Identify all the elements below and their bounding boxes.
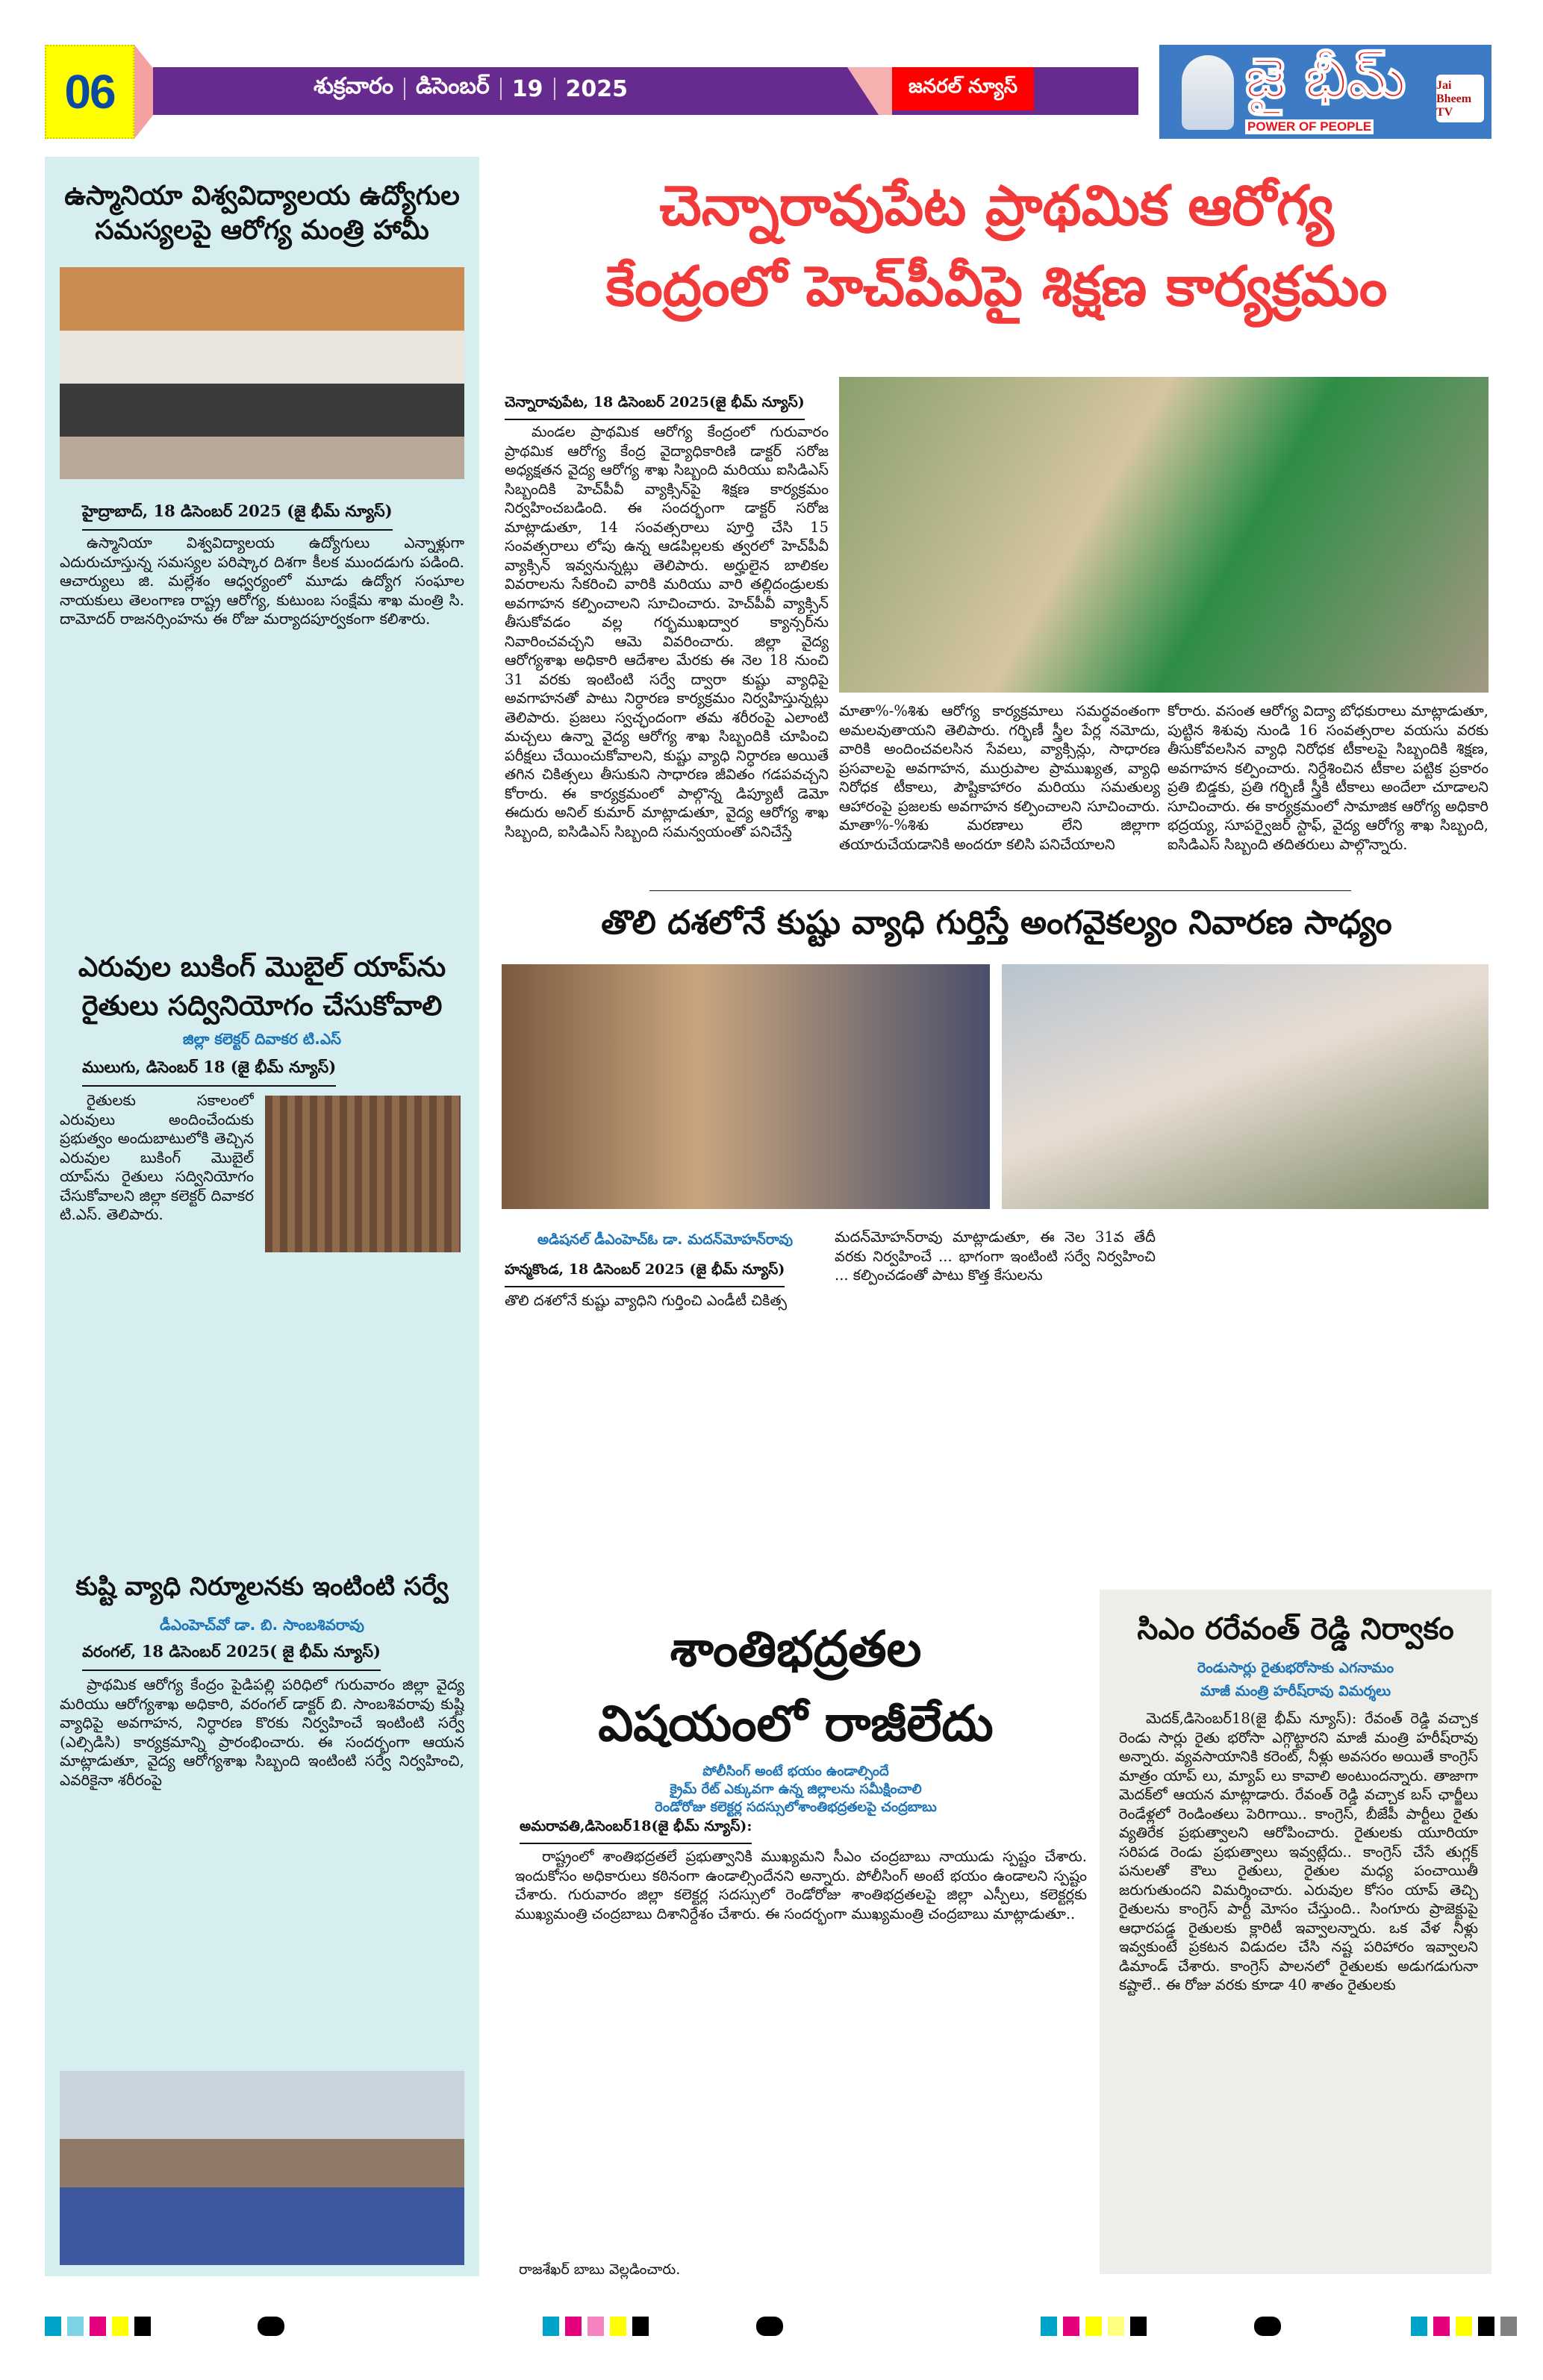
subhead: రెండుసార్లు రైతుభరోసాకు ఎగనామం xyxy=(1197,1660,1394,1676)
color-bar xyxy=(45,2317,151,2336)
issue-date xyxy=(314,73,628,104)
article-headline: ఎరువుల బుకింగ్ మొబైల్ యాప్‌ను రైతులు సద్వినియోగం చేసుకోవాలి xyxy=(78,951,446,1022)
issue-year: 2025 xyxy=(565,75,628,102)
article-headline: సిఎం రరేవంత్ రెడ్డి నిర్వాకం xyxy=(1137,1612,1454,1646)
article-body-continued: మాతా%-%శిశు ఆరోగ్య కార్యక్రమాలు సమర్థవంతంగా అమలవుతాయని తెలిపారు. గర్భిణీ స్త్రీల పేర్ల నమోదు, వారికి అందించవలసిన సేవలు, వ్యాక్సిన్లు, సాధారణ ప్రసవాలపై అవగాహన, ముర్రుపాల ప్రాముఖ్యత, వ్యాధి నిరోధక టీకాలు, పౌష్టికాహారం మరియు సమతుల్య ఆహారంపై ప్రజలకు అవగాహన కల్పించాలని సూచించారు. మాతా%-%శిశు మరణాలు లేని జిల్లాగా తయారుచేయడానికి అందరూ కలిసి పనిచేయాలని xyxy=(839,702,1160,853)
subheads xyxy=(505,1763,1087,1817)
divider xyxy=(649,890,1351,891)
article-body: రైతులకు సకాలంలో ఎరువులు అందించేందుకు ప్రభుత్వం అందుబాటులోకి తెచ్చిన ఎరువుల బుకింగ్ మొబైల్ యాప్‌ను రైతులు సద్వినియోగం చేసుకోవాలని జిల్లా కలెక్టర్ దివాకర టి.ఎస్. తెలిపారు. xyxy=(60,1091,254,1223)
article-body: మండల ప్రాథమిక ఆరోగ్య కేంద్రంలో గురువారం ప్రాథమిక ఆరోగ్య కేంద్ర వైద్యాధికారిణి డాక్టర్ సరోజ అధ్యక్షతన వైద్య ఆరోగ్య శాఖ సిబ్బంది మరియు ఐసిడిఎస్ సిబ్బందికి హెచ్‌పీవీ వ్యాక్సిన్‌పై శిక్షణ కార్యక్రమం నిర్వహించబడింది. ఈ సందర్భంగా డాక్టర్ సరోజ మాట్లాడుతూ, 14 సంవత్సరాలు పూర్తి చేసి 15 సంవత్సరాలు లోపు ఉన్న ఆడపిల్లలకు త్వరలో హెచ్‌పీవీ వ్యాక్సిన్ ఇవ్వనున్నట్లు తెలిపారు. అర్హులైన బాలికల వివరాలను సేకరించి వారికి మరియు వారి తల్లిదండ్రులకు అవగాహన కల్పించాలని సూచించారు. హెచ్‌పీవీ వ్యాక్సిన్ తీసుకోవడం వల్ల గర్భముఖద్వార క్యాన్సర్‌ను నివారించవచ్చని ఆమె వివరించారు. జిల్లా వైద్య ఆరోగ్యశాఖ అధికారి ఆదేశాల మేరకు ఈ నెల 18 నుంచి 31 వరకు ఇంటింటి సర్వే ద్వారా కుష్టు వ్యాధిపై అవగాహనతో పాటు నిర్ధారణ కార్యక్రమం నిర్వహిస్తున్నట్లు తెలిపారు. ప్రజలు స్వచ్ఛందంగా తమ శరీరంపై ఎలాంటి మచ్చలు ఉన్నా వైద్య ఆరోగ్య శాఖ సిబ్బందికి చూపించి పరీక్షలు చేయించుకోవాలని, కుష్టు వ్యాధి నిర్ధారణ అయితే తగిన చికిత్సలు తీసుకుని సాధారణ జీవితం గడపవచ్చని కోరారు. ఈ కార్యక్రమంలో పాల్గొన్న డిప్యూటీ డెమో ఈదురు అనిల్ కుమార్ మాట్లాడుతూ, వైద్య ఆరోగ్య శాఖ సిబ్బంది, ఐసిడిఎస్ సిబ్బంది సమన్వయంతో పనిచేస్తే xyxy=(505,423,829,840)
color-bar xyxy=(1041,2317,1147,2336)
article-body-continued: మదన్‌మోహన్‌రావు మాట్లాడుతూ, ఈ నెల 31వ తేదీ వరకు నిర్వహించే ... భాగంగా ఇంటింటి సర్వే నిర్వహించి ... కల్పించడంతో పాటు కొత్త కేసులను xyxy=(835,1228,1156,1284)
collector-photo xyxy=(265,1096,461,1252)
article-body: రాష్ట్రంలో శాంతిభద్రతలే ప్రభుత్వానికి ముఖ్యమని సీఎం చంద్రబాబు నాయుడు స్పష్టం చేశారు. ఇందుకోసం అధికారులు కఠినంగా ఉండాల్సిందేనని అన్నారు. పోలీసింగ్ అంటే భయం ఉండాలని స్పష్టం చేశారు. గురువారం జిల్లా కలెక్టర్ల సదస్సులో రెండోరోజు శాంతిభద్రతలపై జిల్లా ఎస్పీలు, కలెక్టర్లకు ముఖ్యమంత్రి చంద్రబాబు దిశానిర్దేశం చేశారు. ఈ సందర్భంగా ముఖ్యమంత్రి చంద్రబాబు మాట్లాడుతూ.. xyxy=(515,1848,1087,1923)
subhead: క్రైమ్ రేట్ ఎక్కువగా ఉన్న జిల్లాలను సమీక్షించాలి xyxy=(670,1781,922,1797)
page-number: 06 xyxy=(45,45,134,139)
dateline: ములుగు, డిసెంబర్ 18 (జై భీమ్ న్యూస్) xyxy=(82,1058,336,1087)
color-bar xyxy=(543,2317,649,2336)
article-headline: తొలి దశలోనే కుష్టు వ్యాధి గుర్తిస్తే అంగవైకల్యం నివారణ సాధ్యం xyxy=(601,904,1392,942)
registration-mark xyxy=(756,2317,783,2336)
article-body: ఉస్మానియా విశ్వవిద్యాలయ ఉద్యోగులు ఎన్నాళ్లుగా ఎదురుచూస్తున్న సమస్యల పరిష్కార దిశగా కీలక ముందడుగు పడింది. ఆచార్యులు జి. మల్లేశం ఆధ్వర్యంలో మూడు ఉద్యోగ సంఘాల నాయకులు తెలంగాణ రాష్ట్ర ఆరోగ్య, కుటుంబ సంక్షేమ శాఖ మంత్రి సి. దామోదర్ రాజనర్సింహను ఈ రోజు మర్యాదపూర్వకంగా కలిశారు. xyxy=(60,534,464,628)
rally-photo xyxy=(502,964,990,1209)
color-bar xyxy=(1411,2317,1517,2336)
subhead: రెండోరోజు కలెక్టర్ల సదస్సులోశాంతిభద్రతలపై చంద్రబాబు xyxy=(655,1799,937,1815)
training-photo xyxy=(839,377,1489,693)
article-body: మెదక్,డిసెంబర్18(జై భీమ్ న్యూస్): రేవంత్ రెడ్డి వచ్చాక రెండు సార్లు రైతు భరోసా ఎగ్గొట్టారని మాజీ మంత్రి హరీష్‌రావు అన్నారు. వ్యవసాయానికి కరెంట్, నీళ్లు అవసరం అయితే కాంగ్రెస్ మాత్రం యాప్ లు, మ్యాప్ లు కావాలి అంటుందన్నారు. తాజాగా మెదక్‌లో ఆయన మాట్లాడారు. రేవంత్ రెడ్డి వచ్చాక బస్ ఛార్జీలు రెండేళ్లలో రెండింతలు పెరిగాయి.. కాంగ్రెస్, బీజేపీ పార్టీలు రైతు వ్యతిరేక ప్రభుత్వాలని ఆరోపించారు. రైతులకు యూరియా సరిపడ రెండు ప్రభుత్వాలు ఇవ్వట్లేదు.. కాంగ్రెస్ చేసే తుగ్లక్ పనులతో కౌలు రైతులు, రైతుల మధ్య పంచాయితీ జరుగుతుందని విమర్శించారు. ఎరువుల కోసం యాప్ తెచ్చి రైతులను కాంగ్రెస్ పార్టీ మోసం చేస్తుంది.. సింగూరు ప్రాజెక్టుపై ఆధారపడ్డ రైతులకు క్లారిటీ ఇవ్వాలన్నారు. ఒక వేళ నీళ్లు ఇవ్వకుంటే ప్రకటన విడుదల చేసి నష్ట పరిహారం ఇవ్వాలని డిమాండ్ చేశారు. కాంగ్రెస్ పాలనలో రైతులకు అడుగడుగునా కష్టాలే.. ఈ రోజు వరకు కూడా 40 శాతం రైతులకు xyxy=(1119,1710,1478,1993)
main-headline-line1: చెన్నారావుపేట ప్రాథమిక ఆరోగ్య xyxy=(659,174,1334,238)
main-headline-line2: కేంద్రంలో హెచ్‌పీవీపై శిక్షణ కార్యక్రమం xyxy=(605,254,1388,319)
tv-logo: Jai Bheem TV xyxy=(1436,75,1484,122)
masthead-logo xyxy=(1159,45,1491,139)
left-column xyxy=(45,157,479,2276)
registration-mark xyxy=(1254,2317,1281,2336)
subhead: మాజీ మంత్రి హరీష్‌రావు విమర్శలు xyxy=(1200,1683,1391,1699)
meeting-photo xyxy=(1002,964,1489,1209)
logo-title: జై భీమ్ xyxy=(1245,46,1406,110)
logo-tagline: POWER OF PEOPLE xyxy=(1245,119,1374,134)
photo-caption: అడిషనల్ డీఎంహెచ్ఓ డా. మదన్‌మోహన్‌రావు xyxy=(537,1231,794,1248)
article-body: తొలి దశలోనే కుష్టు వ్యాధిని గుర్తించి ఎండీటీ చికిత్స xyxy=(505,1292,788,1309)
section-label: జనరల్ న్యూస్ xyxy=(892,67,1034,110)
article-closing: రాజశేఖర్ బాబు వెల్లడించారు. xyxy=(519,2261,681,2278)
article-subhead: డీఎంహెచ్‌వో డా. బి. సాంబశివరావు xyxy=(160,1616,364,1634)
survey-photo xyxy=(60,2071,464,2265)
article-body: ప్రాథమిక ఆరోగ్య కేంద్రం పైడిపల్లి పరిధిలో గురువారం జిల్లా వైద్య మరియు ఆరోగ్యశాఖ అధికారి, వరంగల్ డాక్టర్ బి. సాంబశివరావు కుష్టి వ్యాధిపై అవగాహన, నిర్ధారణ కొరకు నిర్వహించే ఇంటింటి సర్వే (ఎల్సిడిసి) కార్యక్రమాన్ని ప్రారంభించారు. ఈ సందర్భంగా ఆయన మాట్లాడుతూ, వైద్య ఆరోగ్యశాఖ సిబ్బంది ఇంటింటి సర్వే నిర్వహించి, ఎవరికైనా శరీరంపై xyxy=(60,1675,464,1789)
sidebar-article xyxy=(1100,1590,1491,2274)
headline-line1: శాంతిభద్రతల xyxy=(670,1620,922,1678)
portrait-icon xyxy=(1182,55,1234,130)
article-subhead: జిల్లా కలెక్టర్ దివాకర టి.ఎస్ xyxy=(182,1030,342,1048)
issue-month: డిసెంబర్ xyxy=(415,73,490,99)
dateline: హైద్రాబాద్, 18 డిసెంబర్ 2025 (జై భీమ్ న్యూస్) xyxy=(82,502,393,531)
dateline: చెన్నారావుపేట, 18 డిసెంబర్ 2025(జై భీమ్ న్యూస్) xyxy=(505,394,805,420)
registration-mark xyxy=(258,2317,284,2336)
issue-day: శుక్రవారం xyxy=(314,73,393,99)
header-wedge xyxy=(134,45,153,139)
main-headline xyxy=(505,166,1489,327)
article-headline xyxy=(505,1612,1087,1761)
headline-line2: విషయంలో రాజీలేదు xyxy=(598,1695,994,1752)
subhead: పోలీసింగ్ అంటే భయం ఉండాల్సిందే xyxy=(702,1764,889,1779)
article-headline: ఉస్మానియా విశ్వవిద్యాలయ ఉద్యోగుల సమస్యలపై ఆరోగ్య మంత్రి హామీ xyxy=(64,181,460,246)
article-headline: కుష్టి వ్యాధి నిర్మూలనకు ఇంటింటి సర్వే xyxy=(75,1572,449,1602)
article-photo xyxy=(60,267,464,479)
article-body-continued: కోరారు. వసంత ఆరోగ్య విద్యా బోధకురాలు మాట్లాడుతూ, పుట్టిన శిశువు నుండి 16 సంవత్సరాల వయసు వరకు తీసుకోవలసిన వ్యాధి నిరోధక టీకాలపై సిబ్బందికి శిక్షణ, అవగాహన కల్పించారు. నిర్దేశించిన టీకాల పట్టిక ప్రకారం ప్రతి బిడ్డకు, ప్రతి గర్భిణీ స్త్రీకి టీకాలు అందేలా చూడాలని సూచించారు. ఈ కార్యక్రమంలో సామాజిక ఆరోగ్య అధికారి భద్రయ్య, సూపర్వైజర్ స్టాఫ్, వైద్య ఆరోగ్య శాఖ సిబ్బంది, ఐసిడిఎస్ సిబ్బంది తదితరులు పాల్గొన్నారు. xyxy=(1168,702,1489,853)
dateline: వరంగల్, 18 డిసెంబర్ 2025( జై భీమ్ న్యూస్) xyxy=(82,1642,381,1671)
issue-date-number: 19 xyxy=(511,75,543,102)
dateline: అమరావతి,డిసెంబర్18(జై భీమ్ న్యూస్): xyxy=(520,1818,752,1844)
dateline: హన్మకొండ, 18 డిసెంబర్ 2025 (జై భీమ్ న్యూస్) xyxy=(505,1261,785,1287)
